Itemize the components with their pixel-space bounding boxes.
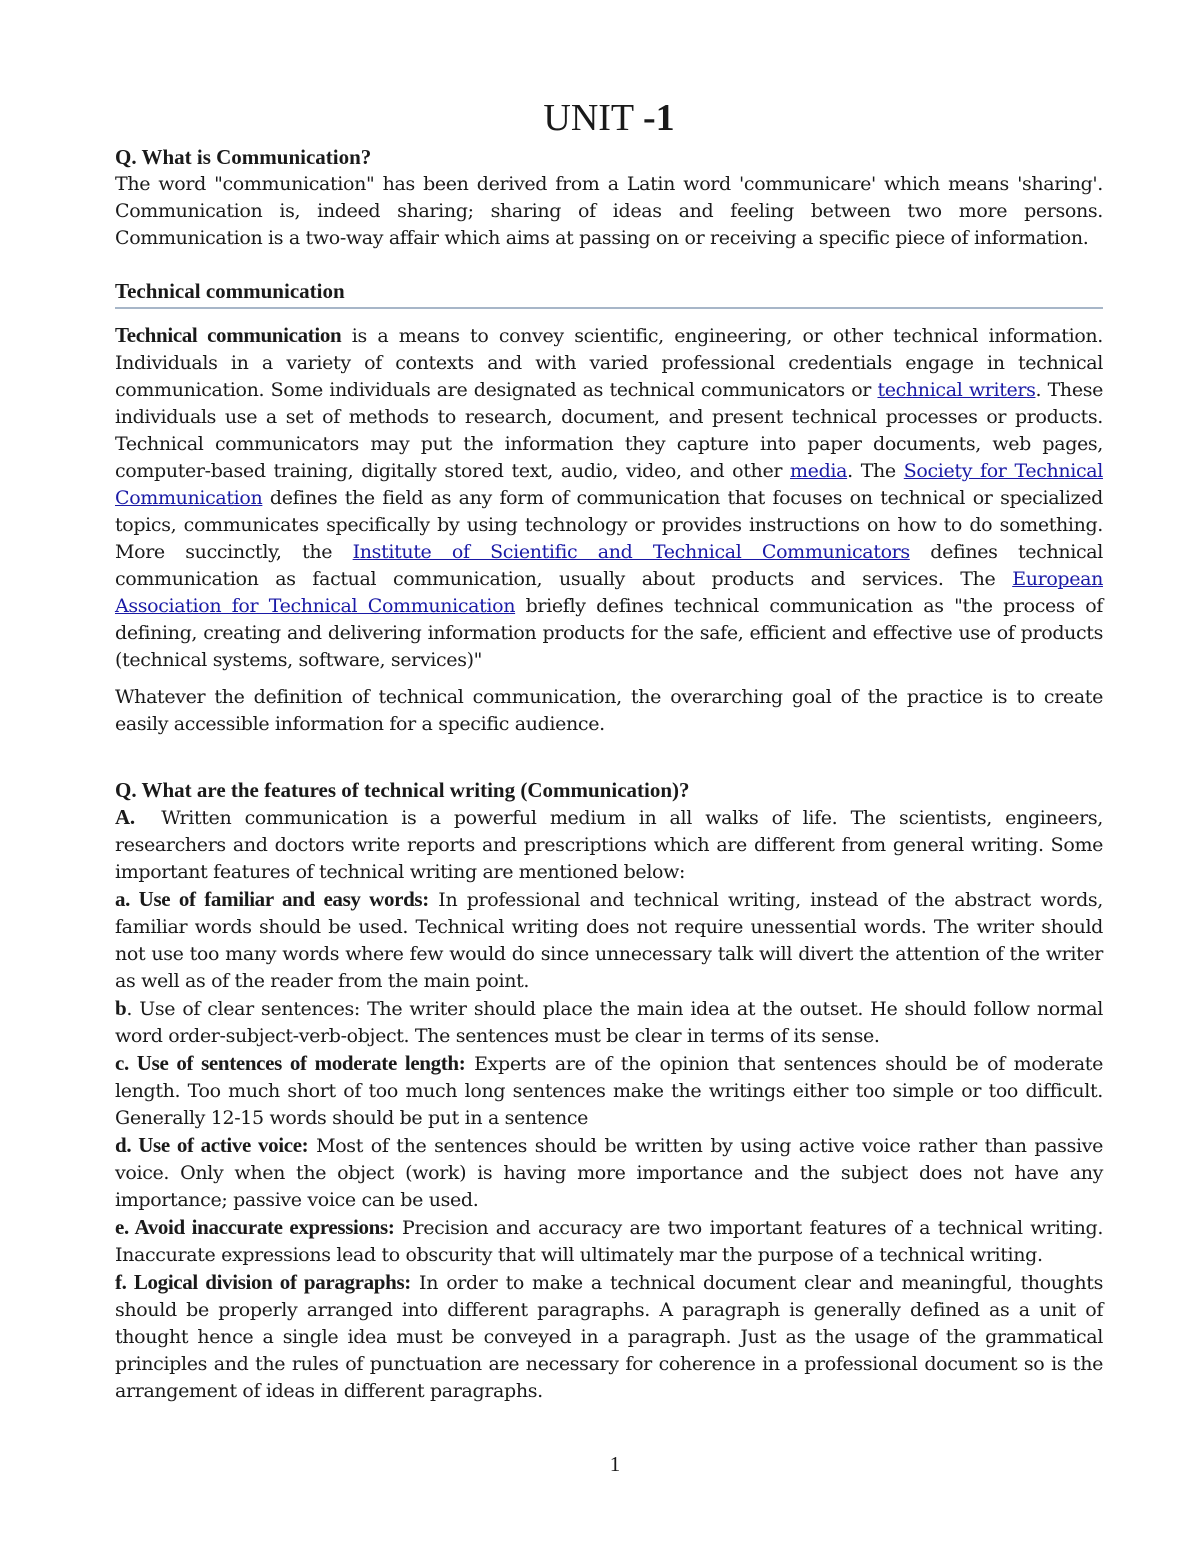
document-page [115, 92, 1109, 1405]
feature-item-clear-sentences: b. Use of clear sentences: The writer should place the main idea at the outset. He should follow normal word order-subject-verb-object. The sentences must be clear in terms of its sense. [115, 996, 1103, 1047]
answer-label: A. [115, 805, 135, 829]
feature-item-logical-division: f. Logical division of paragraphs: In order to make a technical document clear and meaningful, thoughts should be properly arranged into different paragraphs. A paragraph is generally defined as a unit of thought hence a single idea must be conveyed in a paragraph. Just as the usage of the grammatical principles and the rules of punctuation are necessary for coherence in a professional document so is the arrangement of ideas in different paragraphs. [115, 1270, 1103, 1402]
answer-communication: The word "communication" has been derived from a Latin word 'communicare' which means 'sharing'. Communication is, indeed sharing; sharing of ideas and feeling between two more persons. Communication is a two-way affair which aims at passing on or receiving a specific piece of information. [115, 173, 1103, 249]
section-heading-technical-communication: Technical communication [115, 278, 1103, 309]
question-features-technical-writing: Q. What are the features of technical writing (Communication)? [115, 778, 690, 802]
feature-label: c. Use of sentences of moderate length: [115, 1051, 466, 1075]
page-number: 1 [609, 1452, 621, 1476]
question-communication: Q. What is Communication? [115, 145, 372, 169]
paragraph-technical-communication: Technical communication is a means to convey scientific, engineering, or other technical information. Individuals in a variety of contexts and with varied professional credentials engage in technical communication. Some individuals are designated as technical communicators or technical writers. These individuals use a set of methods to research, document, and present technical processes or products. Technical communicators may put the information they capture into paper documents, web pages, computer-based training, digitally stored text, audio, video, and other media. The Society for Technical Communication defines the field as any form of communication that focuses on technical or specialized topics, communicates specifically by using technology or provides instructions on how to do something. More succinctly, the Institute of Scientific and Technical Communicators defines technical communication as factual communication, usually about products and services. The European Association for Technical Communication briefly defines technical communication as "the process of defining, creating and delivering information products for the safe, efficient and effective use of products (technical systems, software, services)" [115, 323, 1104, 671]
feature-item-moderate-length: c. Use of sentences of moderate length: Experts are of the opinion that sentences should be of moderate length. Too much short of too much long sentences make the writings either too simple or too difficult. Generally 12-15 words should be put in a sentence [115, 1051, 1103, 1129]
paragraph-overarching-goal: Whatever the definition of technical communication, the overarching goal of the practice is to create easily accessible information for a specific audience. [115, 686, 1103, 735]
feature-label: f. Logical division of paragraphs: [115, 1270, 411, 1294]
feature-item-familiar-words: a. Use of familiar and easy words: In professional and technical writing, instead of the abstract words, familiar words should be used. Technical writing does not require unessential words. The writer should not use too many words where few would do since unnecessary talk will divert the attention of the writer as well as of the reader from the main point. [115, 887, 1103, 992]
feature-item-active-voice: d. Use of active voice: Most of the sentences should be written by using active voice rather than passive voice. Only when the object (work) is having more importance and the subject does not have any importance; passive voice can be used. [115, 1133, 1103, 1211]
feature-label: b [115, 996, 127, 1020]
link-european-association-for-technical-communication[interactable]: European Association for Technical Communication [115, 568, 1103, 617]
link-institute-of-scientific-and-technical-communicators[interactable]: Institute of Scientific and Technical Communicators [352, 541, 910, 563]
feature-label: d. Use of active voice: [115, 1133, 309, 1157]
link-media[interactable]: media [790, 460, 848, 482]
feature-label: e. Avoid inaccurate expressions: [115, 1215, 395, 1239]
term-technical-communication: Technical communication [115, 323, 342, 347]
link-technical-writers[interactable]: technical writers [877, 379, 1036, 401]
page-title: UNIT -1 [543, 97, 675, 139]
answer-intro: A. Written communication is a powerful medium in all walks of life. The scientists, engineers, researchers and doctors write reports and prescriptions which are different from general writing. Some important features of technical writing are mentioned below: [115, 805, 1109, 883]
feature-label: a. Use of familiar and easy words: [115, 887, 429, 911]
feature-item-inaccurate-expressions: e. Avoid inaccurate expressions: Precision and accuracy are two important features of a technical writing. Inaccurate expressions lead to obscurity that will ultimately mar the purpose of a technical writing. [115, 1215, 1104, 1266]
link-society-for-technical-communication[interactable]: Society for Technical Communication [115, 460, 1104, 509]
